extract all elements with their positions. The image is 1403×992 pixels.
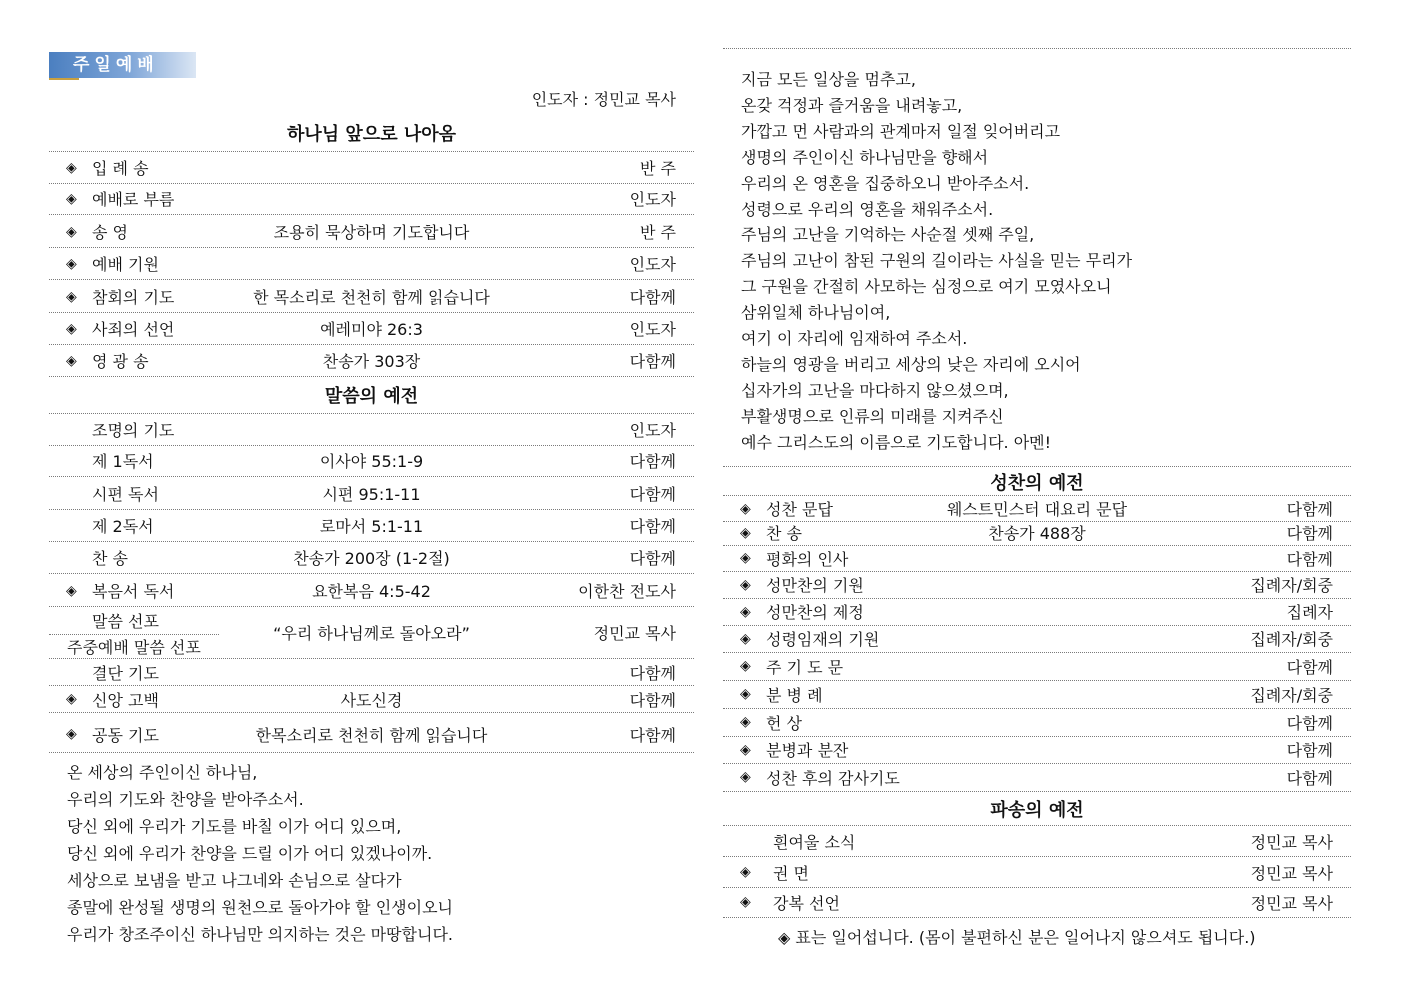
bullet-mark: ◈ xyxy=(740,576,751,593)
prayer-line: 우리가 창조주이신 하나님만 의지하는 것은 마땅합니다. xyxy=(67,925,454,944)
order-row xyxy=(49,216,694,248)
order-row xyxy=(49,151,694,184)
order-row xyxy=(49,345,694,377)
item-responder: 다함께 xyxy=(629,288,676,307)
item-detail: 로마서 5:1-11 xyxy=(319,517,424,536)
footnote-text: 표는 일어섭니다. (몸이 불편하신 분은 일어나지 않으셔도 됩니다.) xyxy=(795,928,1256,947)
item-responder: 다함께 xyxy=(629,725,676,745)
prayer-line: 생명의 주인이신 하나님만을 향해서 xyxy=(741,147,989,167)
order-row xyxy=(49,413,694,446)
order-row xyxy=(49,575,694,607)
prayer-line: 온 세상의 주인이신 하나님, xyxy=(67,763,258,782)
bullet-mark: ◈ xyxy=(66,320,77,337)
item-name: 제 1독서 xyxy=(92,452,154,471)
order-row xyxy=(723,857,1351,888)
footnote xyxy=(778,925,1256,948)
item-responder: 집례자/회중 xyxy=(1250,630,1333,649)
item-name: 영 광 송 xyxy=(92,352,149,371)
bullet-mark: ◈ xyxy=(66,691,77,707)
prayer-line: 주님의 고난을 기억하는 사순절 셋째 주일, xyxy=(741,225,1035,245)
order-row xyxy=(49,510,694,542)
item-name: 예배 기원 xyxy=(92,255,159,274)
order-row xyxy=(723,652,1351,681)
order-row xyxy=(723,825,1351,857)
item-name: 참회의 기도 xyxy=(92,288,175,307)
item-responder: 다함께 xyxy=(1286,713,1333,733)
order-row xyxy=(723,520,1351,546)
section-title-eucharist: 성찬의 예전 xyxy=(990,473,1084,494)
item-name: 공동 기도 xyxy=(92,725,159,745)
item-responder: 다함께 xyxy=(629,485,676,504)
order-row xyxy=(723,763,1351,792)
prayer-line: 당신 외에 우리가 기도를 바칠 이가 어디 있으며, xyxy=(67,817,402,836)
prayer-line: 여기 이 자리에 임재하여 주소서. xyxy=(741,329,968,348)
bullet-mark: ◈ xyxy=(740,894,751,910)
section-title-approach: 하나님 앞으로 나아옴 xyxy=(286,124,457,145)
item-name: 예배로 부름 xyxy=(92,190,175,209)
item-responder: 집례자/회중 xyxy=(1250,685,1333,705)
item-responder: 다함께 xyxy=(629,517,676,536)
item-name: 입 례 송 xyxy=(92,159,149,178)
item-responder: 다함께 xyxy=(629,690,676,710)
item-detail xyxy=(723,763,1351,791)
section-title-word: 말씀의 예전 xyxy=(324,386,419,407)
item-detail: 찬송가 200장 (1-2절) xyxy=(293,549,450,568)
item-name: 제 2독서 xyxy=(92,517,154,536)
order-row xyxy=(723,736,1351,764)
item-name: 찬 송 xyxy=(92,549,128,568)
order-row xyxy=(49,281,694,313)
item-detail xyxy=(723,545,1351,571)
badge-underline xyxy=(49,78,79,80)
bullet-mark: ◈ xyxy=(740,864,751,880)
item-name: 성령임재의 기원 xyxy=(766,630,880,649)
badge-label: 주일예배 xyxy=(73,55,159,75)
item-responder: 정민교 목사 xyxy=(1250,893,1333,913)
item-responder: 다함께 xyxy=(1286,657,1333,677)
bullet-mark: ◈ xyxy=(66,352,77,369)
order-row xyxy=(49,248,694,280)
item-name: 분병과 분잔 xyxy=(766,741,849,760)
item-responder: 다함께 xyxy=(629,452,676,471)
bullet-mark: ◈ xyxy=(740,524,751,541)
order-row xyxy=(49,716,694,753)
order-row xyxy=(723,495,1351,522)
item-responder: 반 주 xyxy=(640,159,676,178)
item-name: 결단 기도 xyxy=(92,663,159,683)
item-name: 권 면 xyxy=(773,863,809,883)
item-name: 주 기 도 문 xyxy=(766,657,844,677)
item-name: 분 병 례 xyxy=(766,685,823,705)
item-name: 성찬 문답 xyxy=(766,500,833,519)
order-row xyxy=(49,183,694,215)
item-name: 성찬 후의 감사기도 xyxy=(766,768,900,788)
section-title-sending: 파송의 예전 xyxy=(990,800,1084,821)
prayer-line: 부활생명으로 인류의 미래를 지켜주신 xyxy=(741,406,1004,426)
item-detail xyxy=(49,659,694,685)
item-detail xyxy=(723,598,1351,625)
item-name: 조명의 기도 xyxy=(92,421,175,440)
bullet-mark: ◈ xyxy=(740,741,751,758)
bullet-mark: ◈ xyxy=(66,223,77,240)
prayer-line: 지금 모든 일상을 멈추고, xyxy=(741,70,916,89)
weekday-sermon-label: 주중예배 말씀 선포 xyxy=(67,637,201,657)
item-detail: 요한복음 4:5-42 xyxy=(312,582,431,601)
item-responder: 집례자 xyxy=(1286,603,1333,622)
bullet-mark: ◈ xyxy=(66,190,77,207)
eucharist-divider xyxy=(723,466,1351,467)
item-responder: 인도자 xyxy=(629,421,676,440)
item-responder: 다함께 xyxy=(629,549,676,568)
prayer-line: 삼위일체 하나님이여, xyxy=(741,303,891,323)
item-detail xyxy=(49,152,694,183)
item-detail: 웨스트민스터 대요리 문답 xyxy=(946,500,1128,519)
item-detail: 시편 95:1-11 xyxy=(322,485,421,504)
order-row xyxy=(723,887,1351,918)
bullet-mark: ◈ xyxy=(740,630,751,647)
order-row xyxy=(49,478,694,510)
item-responder: 다함께 xyxy=(1286,768,1333,788)
item-detail xyxy=(723,736,1351,763)
item-responder: 다함께 xyxy=(629,663,676,683)
item-responder: 집례자/회중 xyxy=(1250,576,1333,595)
item-detail: 한 목소리로 천천히 함께 읽습니다 xyxy=(253,288,490,307)
item-responder: 다함께 xyxy=(1286,524,1333,543)
bullet-mark: ◈ xyxy=(66,288,77,305)
prayer-line: 그 구원을 간절히 사모하는 심정으로 여기 모였사오니 xyxy=(741,277,1112,297)
item-detail: 이사야 55:1-9 xyxy=(319,452,424,471)
item-detail xyxy=(49,183,694,214)
bullet-mark: ◈ xyxy=(740,686,751,702)
sermon-label: 말씀 선포 xyxy=(92,611,159,631)
item-detail xyxy=(49,248,694,279)
prayer-line: 온갖 걱정과 즐거움을 내려놓고, xyxy=(741,95,963,115)
item-detail xyxy=(49,414,694,445)
order-row xyxy=(723,545,1351,572)
order-row xyxy=(723,625,1351,653)
item-responder: 정민교 목사 xyxy=(1250,832,1333,852)
prayer-line: 가깝고 먼 사람과의 관계마저 일절 잊어버리고 xyxy=(741,121,1061,141)
bullet-mark: ◈ xyxy=(740,714,751,730)
bullet-mark: ◈ xyxy=(740,769,751,785)
item-name: 사죄의 선언 xyxy=(92,320,175,339)
bullet-mark: ◈ xyxy=(740,500,751,517)
item-detail: 조용히 묵상하며 기도합니다 xyxy=(273,223,470,242)
order-row xyxy=(723,598,1351,626)
prayer-line: 우리의 온 영혼을 집중하오니 받아주소서. xyxy=(741,173,1030,193)
item-responder: 이한찬 전도사 xyxy=(578,582,676,601)
worship-badge xyxy=(49,52,196,78)
item-detail: 사도신경 xyxy=(340,690,403,710)
item-responder: 인도자 xyxy=(629,190,676,209)
item-responder: 인도자 xyxy=(629,255,676,274)
item-name: 강복 선언 xyxy=(773,893,840,913)
item-detail: 찬송가 488장 xyxy=(988,524,1086,543)
sermon-title: “우리 하나님께로 돌아오라” xyxy=(273,623,470,643)
order-row xyxy=(49,313,694,345)
item-responder: 다함께 xyxy=(1286,500,1333,519)
item-detail xyxy=(723,708,1351,736)
item-name: 흰여울 소식 xyxy=(773,832,856,852)
prayer-line: 세상으로 보냄을 받고 나그네와 손님으로 살다가 xyxy=(67,871,402,890)
bullet-mark: ◈ xyxy=(66,582,77,599)
item-detail: 찬송가 303장 xyxy=(322,352,421,371)
prayer-line: 성령으로 우리의 영혼을 채워주소서. xyxy=(741,199,994,219)
item-name: 복음서 독서 xyxy=(92,582,175,601)
prayer-line: 종말에 완성될 생명의 원천으로 돌아가야 할 인생이오니 xyxy=(67,898,454,917)
item-responder: 정민교 목사 xyxy=(1250,863,1333,883)
prayer-line: 당신 외에 우리가 찬양을 드릴 이가 어디 있겠나이까. xyxy=(67,844,433,863)
item-responder: 다함께 xyxy=(1286,549,1333,569)
order-row xyxy=(723,571,1351,599)
leader-line: 인도자 : 정민교 목사 xyxy=(531,90,676,109)
item-name: 시편 독서 xyxy=(92,485,159,504)
order-row xyxy=(723,708,1351,737)
top-divider xyxy=(723,48,1351,49)
order-row xyxy=(49,659,694,686)
bullet-mark: ◈ xyxy=(66,159,77,176)
item-name: 신앙 고백 xyxy=(92,690,159,710)
item-name: 찬 송 xyxy=(766,524,802,543)
item-responder: 반 주 xyxy=(640,223,676,242)
prayer-line: 예수 그리스도의 이름으로 기도합니다. 아멘! xyxy=(741,432,1052,452)
item-detail xyxy=(723,652,1351,680)
bullet-mark: ◈ xyxy=(66,255,77,272)
order-row xyxy=(723,680,1351,709)
item-name: 성만찬의 제정 xyxy=(766,603,864,622)
bullet-mark: ◈ xyxy=(740,658,751,674)
item-name: 성만찬의 기원 xyxy=(766,576,864,595)
item-responder: 인도자 xyxy=(629,320,676,339)
sermon-preacher: 정민교 목사 xyxy=(593,623,676,643)
item-name: 헌 상 xyxy=(766,713,802,733)
bullet-mark: ◈ xyxy=(740,603,751,620)
item-name: 송 영 xyxy=(92,223,128,242)
item-responder: 다함께 xyxy=(629,352,676,371)
order-row xyxy=(49,542,694,574)
order-row xyxy=(49,686,694,713)
sermon-row xyxy=(49,606,694,659)
footnote-mark: ◈ xyxy=(778,928,791,947)
bullet-mark: ◈ xyxy=(66,726,77,742)
item-responder: 다함께 xyxy=(1286,741,1333,760)
item-name: 평화의 인사 xyxy=(766,549,849,569)
bullet-mark: ◈ xyxy=(740,550,751,566)
prayer-line: 주님의 고난이 참된 구원의 길이라는 사실을 믿는 무리가 xyxy=(741,251,1133,271)
prayer-line: 하늘의 영광을 버리고 세상의 낮은 자리에 오시어 xyxy=(741,354,1081,374)
prayer-line: 십자가의 고난을 마다하지 않으셨으며, xyxy=(741,380,1009,400)
order-row xyxy=(49,445,694,477)
prayer-line: 우리의 기도와 찬양을 받아주소서. xyxy=(67,790,304,809)
item-detail: 예레미야 26:3 xyxy=(320,320,423,339)
item-detail: 한목소리로 천천히 함께 읽습니다 xyxy=(255,725,488,745)
